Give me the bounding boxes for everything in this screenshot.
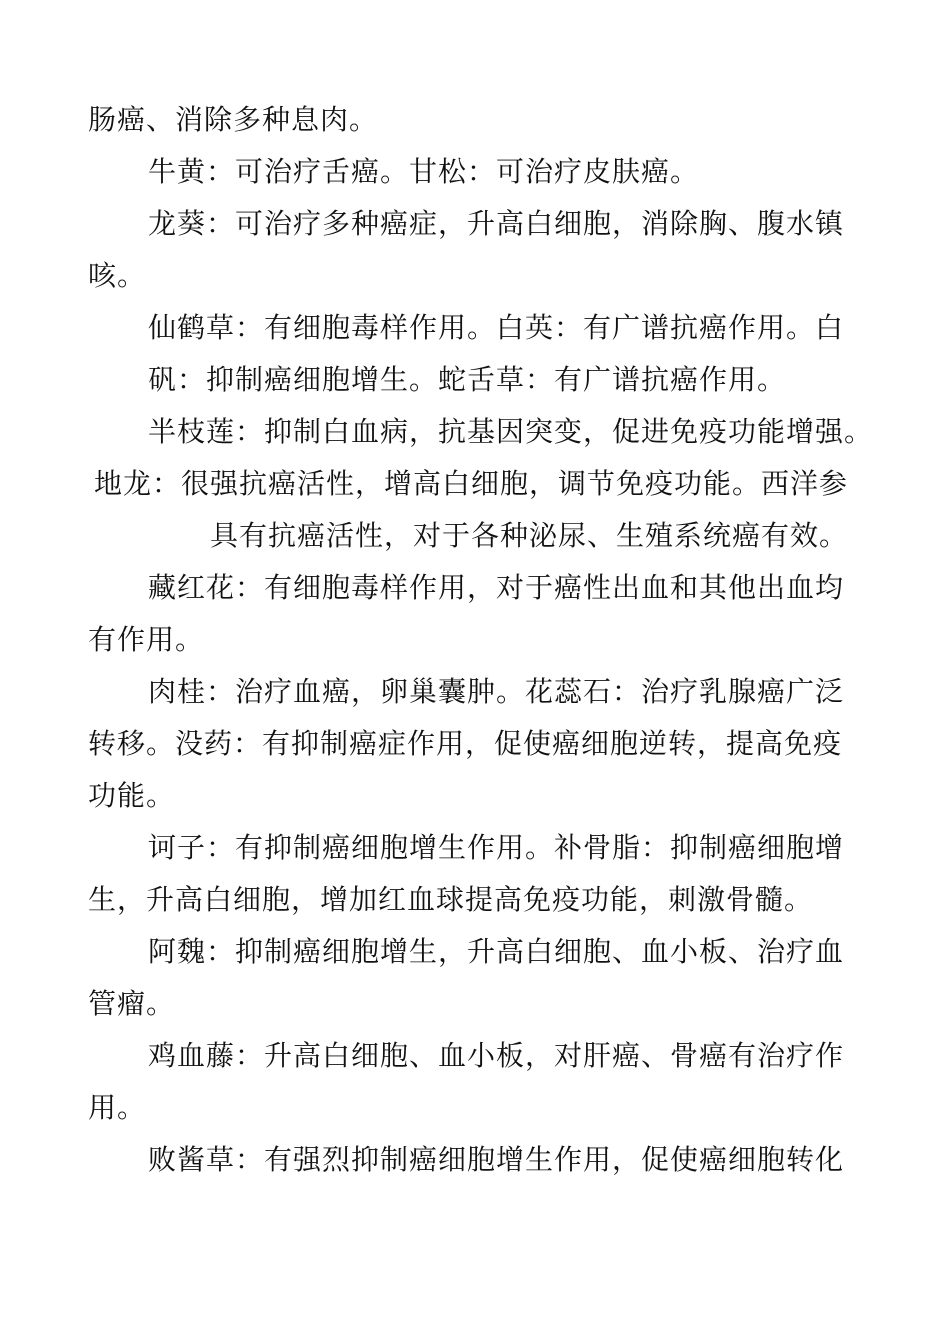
text-line: 藏红花：有细胞毒样作用，对于癌性出血和其他出血均 [148, 571, 845, 604]
text-line: 诃子：有抑制癌细胞增生作用。补骨脂：抑制癌细胞增 [148, 831, 845, 864]
text-line: 生，升高白细胞，增加红血球提高免疫功能，刺激骨髓。 [88, 883, 814, 916]
text-line: 用。 [88, 1091, 147, 1124]
text-line: 具有抗癌活性，对于各种泌尿、生殖系统癌有效。 [210, 519, 849, 552]
text-line: 败酱草：有强烈抑制癌细胞增生作用，促使癌细胞转化 [148, 1143, 845, 1176]
text-line: 阿魏：抑制癌细胞增生，升高白细胞、血小板、治疗血 [148, 935, 845, 968]
text-line: 地龙：很强抗癌活性，增高白细胞，调节免疫功能。西洋参 [94, 467, 849, 500]
text-line: 仙鹤草：有细胞毒样作用。白英：有广谱抗癌作用。白 [148, 311, 845, 344]
text-line: 龙葵：可治疗多种癌症，升高白细胞，消除胸、腹水镇 [148, 207, 845, 240]
text-line: 肠癌、消除多种息肉。 [88, 103, 379, 136]
text-line: 功能。 [88, 779, 176, 812]
text-line: 牛黄：可治疗舌癌。甘松：可治疗皮肤癌。 [148, 155, 700, 188]
text-line: 肉桂：治疗血癌，卵巢囊肿。花蕊石：治疗乳腺癌广泛 [148, 675, 845, 708]
text-line: 有作用。 [88, 623, 205, 656]
text-line: 鸡血藤：升高白细胞、血小板，对肝癌、骨癌有治疗作 [148, 1039, 845, 1072]
text-line: 矾：抑制癌细胞增生。蛇舌草：有广谱抗癌作用。 [148, 363, 787, 396]
text-line: 半枝莲：抑制白血病，抗基因突变，促进免疫功能增强。 [148, 415, 874, 448]
text-line: 管瘤。 [88, 987, 176, 1020]
text-line: 转移。没药：有抑制癌症作用，促使癌细胞逆转，提高免疫 [88, 727, 843, 760]
text-line: 咳。 [88, 259, 147, 292]
